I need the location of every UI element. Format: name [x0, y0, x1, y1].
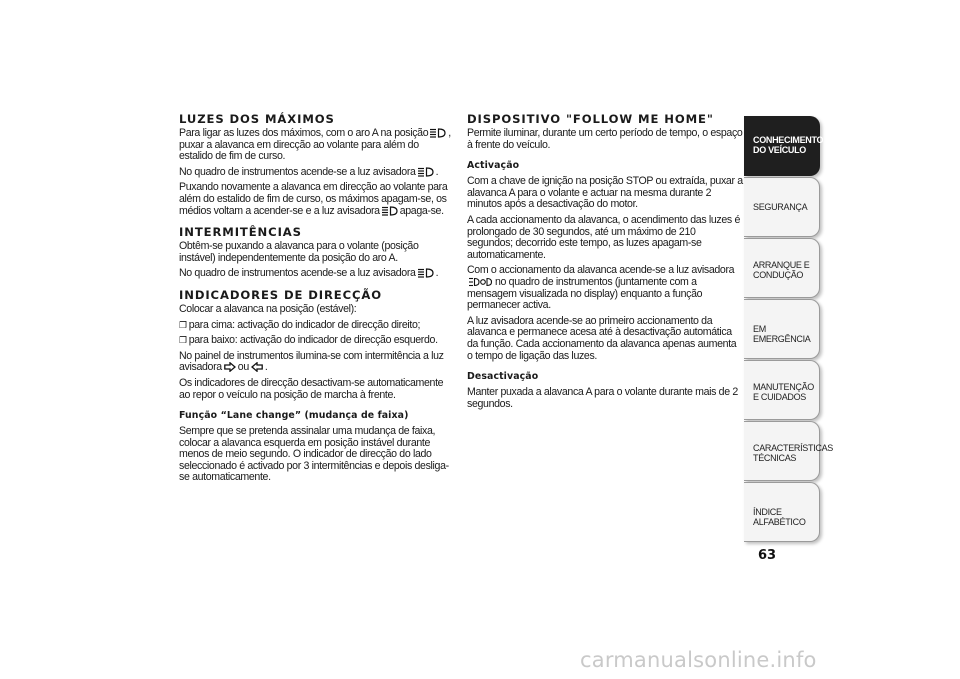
right-column	[467, 112, 743, 414]
paragraph: Puxando novamente a alavanca em direcção ao volante para além do estalido de fim de curso, os máximos apagam-se, os médios voltam a acender-se e a luz avisadora apaga-se.	[179, 181, 448, 217]
high-beam-icon	[418, 268, 434, 278]
tab-label: ARRANQUE E CONDUÇÃO	[753, 260, 810, 280]
paragraph: Com a chave de ignição na posição STOP ou extraída, puxar a alavanca A para o volante e actuar na mesma durante 2 minutos após a desactivação do motor.	[467, 175, 743, 211]
tab-label: CARACTERÍSTICAS TÉCNICAS	[753, 443, 834, 463]
section-title-indicadores: INDICADORES DE DIRECÇÃO	[179, 287, 383, 302]
paragraph: Permite iluminar, durante um certo período de tempo, o espaço à frente do veículo.	[467, 127, 743, 151]
tab-caracteristicas-tecnicas[interactable]	[744, 421, 834, 481]
left-column	[179, 112, 455, 488]
paragraph: A cada accionamento da alavanca, o acendimento das luzes é prolongado de 30 segundos, até um máximo de 210 segundos; decorrido este tempo, as luzes apagam-se automaticamente.	[467, 213, 740, 261]
high-beam-icon	[430, 128, 446, 138]
section-title-luzes-maximos: LUZES DOS MÁXIMOS	[179, 112, 335, 126]
watermark: carmanualsonline.info	[580, 648, 817, 672]
tab-label: MANUTENÇÃO E CUIDADOS	[753, 382, 815, 402]
tab-label: ÍNDICE ALFABÉTICO	[753, 507, 806, 527]
list-item: ❐ para cima: activação do indicador de direcção direito;	[179, 318, 421, 331]
tab-seguranca[interactable]	[744, 177, 820, 237]
paragraph: Obtêm-se puxando a alavanca para o volante (posição instável) independentemente da posição do aro A.	[179, 240, 419, 264]
tab-label: CONHECIMENTO DO VEÍCULO	[753, 135, 824, 155]
subsection-title-lane-change: Função “Lane change” (mudança de faixa)	[179, 410, 409, 422]
subsection-title-desactivacao: Desactivação	[467, 371, 539, 383]
bullet-marker: ❐	[179, 319, 187, 330]
turn-signal-right-icon	[224, 362, 236, 372]
section-title-follow-me-home: DISPOSITIVO "FOLLOW ME HOME"	[467, 112, 714, 126]
tab-arranque-e-conducao[interactable]	[744, 238, 820, 298]
paragraph: Sempre que se pretenda assinalar uma mudança de faixa, colocar a alavanca esquerda em posição instável durante menos de meio segundo. O indicador de direcção do lado seleccionado é activado por 3 intermitências e depois desliga-se automaticamente.	[179, 425, 449, 484]
paragraph: No quadro de instrumentos acende-se a luz avisadora .	[179, 267, 439, 280]
bullet-marker: ❐	[179, 335, 187, 346]
follow-me-home-icon	[469, 277, 493, 287]
tab-label: SEGURANÇA	[753, 202, 808, 212]
page-number: 63	[758, 548, 777, 563]
paragraph: No painel de instrumentos ilumina-se com intermitência a luz avisadora ou .	[179, 349, 444, 374]
tab-indice-alfabetico[interactable]	[744, 482, 820, 542]
paragraph: A luz avisadora acende-se ao primeiro accionamento da alavanca e permanece acesa até à desactivação automática da função. Cada accionamento da alavanca apenas aumenta o tempo de ligação das luzes.	[467, 314, 737, 362]
paragraph: Com o accionamento da alavanca acende-se a luz avisadora no quadro de instrumentos (juntamente com a mensagem visualizada no display) enquanto a função permanecer activa.	[467, 264, 735, 312]
paragraph: No quadro de instrumentos acende-se a luz avisadora .	[179, 165, 439, 178]
tab-em-emergencia[interactable]	[744, 299, 820, 359]
tab-conhecimento-do-veiculo[interactable]	[744, 116, 824, 176]
list-item: ❐ para baixo: activação do indicador de direcção esquerdo.	[179, 334, 438, 347]
tab-manutencao-e-cuidados[interactable]	[744, 360, 820, 420]
tab-label: EM EMERGÊNCIA	[753, 324, 811, 344]
paragraph: Colocar a alavanca na posição (estável):	[179, 302, 357, 315]
paragraph: Os indicadores de direcção desactivam-se automaticamente ao repor o veículo na posição de marcha à frente.	[179, 376, 444, 401]
section-title-intermitencias: INTERMITÊNCIAS	[179, 225, 302, 240]
subsection-title-activacao: Activação	[467, 160, 520, 172]
turn-signal-left-icon	[251, 362, 263, 372]
paragraph: Para ligar as luzes dos máximos, com o aro A na posição , puxar a alavanca em direcção ao volante para além do estalido de fim de curso.	[179, 127, 451, 163]
high-beam-icon	[382, 206, 398, 216]
high-beam-icon	[418, 167, 434, 177]
paragraph: Manter puxada a alavanca A para o volante durante mais de 2 segundos.	[467, 386, 738, 410]
